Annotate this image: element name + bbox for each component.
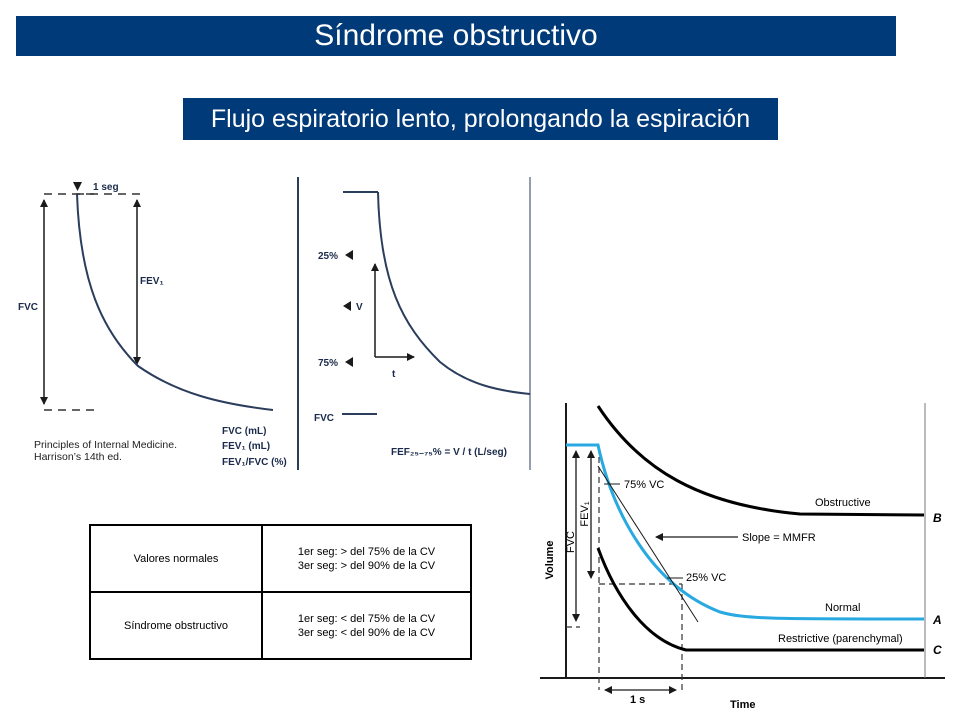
- label-t: t: [392, 369, 396, 380]
- curve-letter-a: A: [933, 613, 942, 627]
- value-line: 1er seg: < del 75% de la CV: [297, 612, 436, 625]
- curve-letter-c: C: [933, 643, 942, 657]
- expiration-curve: [77, 194, 273, 410]
- row-label-normal: Valores normales: [90, 525, 262, 592]
- label-fvc: FVC: [18, 302, 38, 313]
- value-line: 1er seg: > del 75% de la CV: [297, 545, 436, 558]
- table-row: [90, 592, 471, 659]
- legend-fev1: FEV₁ (mL): [222, 441, 271, 452]
- table-row: [90, 525, 471, 592]
- label-v: V: [356, 302, 363, 313]
- curve-name-obstructive: Obstructive: [815, 497, 871, 509]
- fef-curve: [378, 192, 530, 394]
- comparison-plot: [540, 403, 945, 711]
- label-fvc-right: FVC: [314, 413, 334, 424]
- spirogram-left: [18, 182, 287, 468]
- label-1s: 1 s: [630, 694, 646, 706]
- label-75-percent: 75%: [318, 358, 339, 369]
- label-1seg: 1 seg: [93, 182, 119, 193]
- legend-fvc: FVC (mL): [222, 426, 267, 437]
- source-caption: Principles of Internal Medicine. Harrison’s 14th ed.: [34, 439, 177, 463]
- label-25-percent: 25%: [318, 251, 339, 262]
- x-axis-label: Time: [730, 699, 756, 711]
- values-table: [89, 524, 472, 660]
- row-values-obstructive: [262, 592, 471, 659]
- label-fev1: FEV₁: [140, 276, 164, 287]
- label-fev1-plot: FEV₁: [579, 501, 591, 527]
- marker-v-icon: [343, 301, 351, 311]
- value-line: 3er seg: < del 90% de la CV: [297, 626, 436, 639]
- curve-name-normal: Normal: [825, 602, 861, 614]
- curve-letter-b: B: [933, 511, 942, 525]
- label-75vc: 75% VC: [624, 479, 665, 491]
- label-slope: Slope = MMFR: [742, 532, 816, 544]
- curve-obstructive: [598, 406, 924, 515]
- label-fvc-plot: FVC: [565, 531, 577, 553]
- value-line: 3er seg: > del 90% de la CV: [297, 559, 436, 572]
- legend-ratio: FEV₁/FVC (%): [222, 457, 287, 468]
- slide-title: Síndrome obstructivo: [16, 16, 896, 56]
- start-marker-icon: [73, 182, 82, 191]
- fef-formula: FEF₂₅₋₇₅% = V / t (L/seg): [391, 447, 507, 458]
- label-25vc: 25% VC: [686, 572, 727, 584]
- row-values-normal: [262, 525, 471, 592]
- curve-name-restrictive: Restrictive (parenchymal): [778, 633, 903, 645]
- y-axis-label: Volume: [544, 540, 556, 580]
- spirogram-right: [314, 177, 530, 470]
- row-label-obstructive: Síndrome obstructivo: [90, 592, 262, 659]
- marker-25-icon: [345, 250, 353, 260]
- marker-75-icon: [345, 357, 353, 367]
- slide-subtitle: Flujo espiratorio lento, prolongando la espiración: [183, 98, 778, 140]
